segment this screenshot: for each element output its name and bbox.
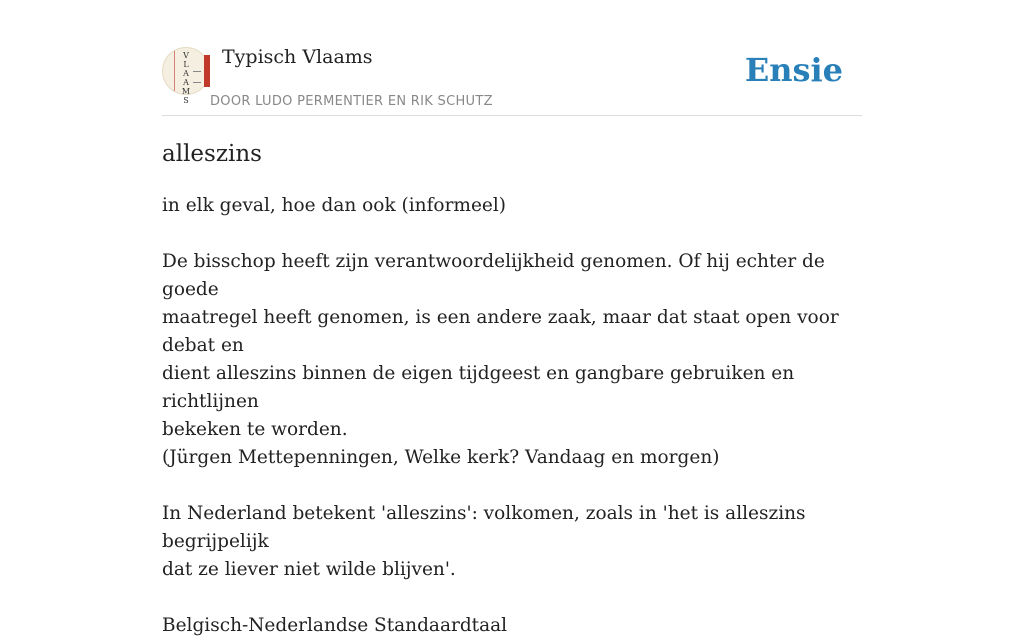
example-line: maatregel heeft genomen, is een andere zaak, maar dat staat open voor debat en: [162, 307, 839, 356]
ensie-logo-link[interactable]: Ensie: [744, 51, 843, 89]
cover-marks: [193, 71, 201, 83]
example-line: De bisschop heeft zijn verantwoordelijkheid genomen. Of hij echter de goede: [162, 251, 825, 300]
paragraph-gap: [162, 584, 862, 612]
cover-decoration-line: [174, 51, 175, 91]
paragraph-gap: [162, 220, 862, 248]
cover-red-band: [204, 55, 210, 87]
entry-body: [162, 192, 862, 640]
dictionary-header: [162, 40, 862, 116]
example-line: dient alleszins binnen de eigen tijdgeest en gangbare gebruiken en richtlijnen: [162, 363, 795, 412]
entry-content: [162, 138, 862, 640]
example-source: (Jürgen Mettepenningen, Welke kerk? Vandaag en morgen): [162, 447, 720, 468]
example-line: bekeken te worden.: [162, 419, 348, 440]
note-line: In Nederland betekent 'alleszins': volkomen, zoals in 'het is alleszins begrijpelijk: [162, 503, 806, 552]
note-line: dat ze liever niet wilde blijven'.: [162, 559, 456, 580]
entry-term: alleszins: [162, 141, 262, 167]
dictionary-title[interactable]: Typisch Vlaams: [222, 46, 373, 68]
dictionary-cover-avatar[interactable]: [162, 47, 210, 105]
entry-definition: in elk geval, hoe dan ook (informeel): [162, 195, 506, 216]
cover-letters-icon: V L A A M S: [181, 51, 191, 105]
entry-category: Belgisch-Nederlandse Standaardtaal: [162, 615, 508, 636]
dictionary-authors: DOOR LUDO PERMENTIER EN RIK SCHUTZ: [210, 94, 493, 109]
paragraph-gap: [162, 472, 862, 500]
